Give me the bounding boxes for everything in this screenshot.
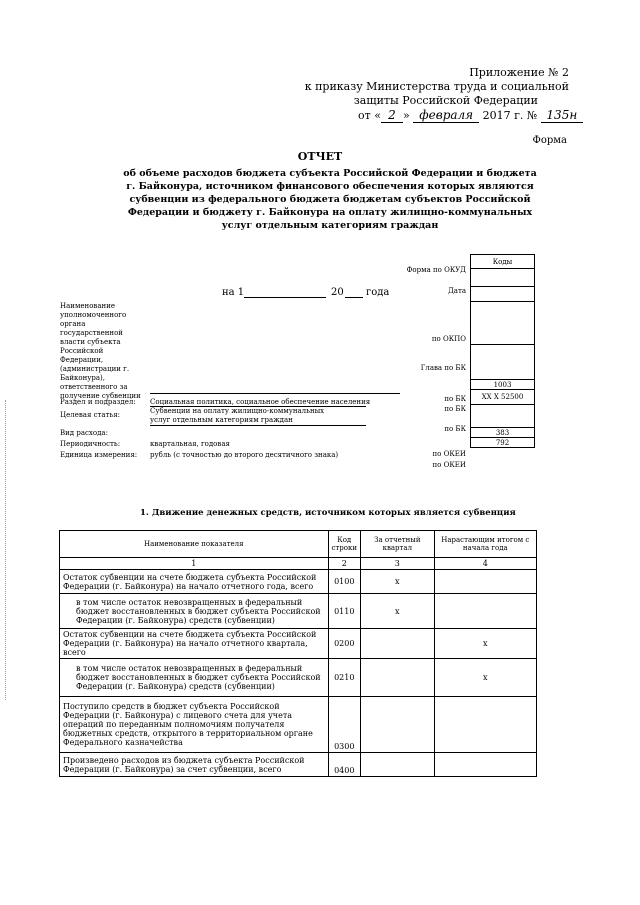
codes-table [470,254,535,448]
section-label: Раздел и подраздел: [60,398,136,406]
okei1-label: по ОКЕИ [432,450,466,458]
movement-table [59,530,537,777]
table-row [60,629,537,659]
row-quarter: x [361,570,435,594]
header-quarter: За отчетный квартал [361,531,435,558]
okei2-cell: 792 [471,438,535,448]
unit-label: Единица измерения: [60,451,138,459]
unit-value: рубль (с точностью до второго десятичного знака) [150,451,339,459]
date-day: 2 [381,108,403,123]
period-year-word: года [366,287,390,298]
section1-title: 1. Движение денежных средств, источником которых является субвенция [140,508,516,518]
row-ytd [434,570,536,594]
target-label: Целевая статья: [60,411,121,419]
header-code: Код строки [328,531,361,558]
row-ytd: x [434,629,536,659]
date-cell [471,287,535,302]
period-yy: 20 [331,287,344,298]
bk2-label: по БК [444,405,466,413]
date-prefix: от « [358,109,381,122]
colnum-3: 3 [361,558,435,570]
expense-type-label: Вид расхода: [60,429,108,437]
okei2-label: по ОКЕИ [432,461,466,469]
row-code: 0110 [328,594,361,629]
row-name: в том числе остаток невозвращенных в федеральный бюджет восстановленных в бюджет субъекта Российской Федерации (г. Байконура) средств (субвенции) [60,659,329,697]
row-name: Остаток субвенции на счете бюджета субъекта Российской Федерации (г. Байконура) на начало отчетного квартала, всего [60,629,329,659]
glava-label: Глава по БК [420,364,466,372]
section-value: Социальная политика, социальное обеспечение населения [150,398,371,406]
periodicity-value: квартальная, годовая [150,440,230,448]
row-ytd [434,594,536,629]
bk2-cell: ХХ Х 52500 [471,390,535,405]
row-code: 0100 [328,570,361,594]
okud-label: Форма по ОКУД [406,266,466,274]
colnum-2: 2 [328,558,361,570]
report-title: ОТЧЕТ [297,150,343,163]
row-name: Произведено расходов из бюджета субъекта Российской Федерации (г. Байконура) за счет субвенции, всего [60,753,329,777]
period-year-line [345,297,363,298]
header-ytd: Нарастающим итогом с начала года [434,531,536,558]
date-year: 2017 г. № [482,109,538,122]
row-ytd [434,697,536,753]
appendix-line-2: к приказу Министерства труда и социальной [304,80,569,93]
row-code: 0400 [328,753,361,777]
row-quarter [361,697,435,753]
form-label: Форма [532,135,567,146]
scan-edge [5,400,6,700]
row-code: 0300 [328,697,361,753]
colnum-1: 1 [60,558,329,570]
bk3-label: по БК [444,425,466,433]
row-code: 0200 [328,629,361,659]
row-name: в том числе остаток невозвращенных в федеральный бюджет восстановленных в бюджет субъекта Российской Федерации (г. Байконура) средств (субвенции) [60,594,329,629]
appendix-date [358,108,583,123]
row-quarter [361,629,435,659]
target-line [150,425,366,426]
row-code: 0210 [328,659,361,697]
glava-cell [471,345,535,380]
bk3-cell [471,405,535,428]
table-row [60,570,537,594]
periodicity-label: Периодичность: [60,440,121,448]
order-number: 135н [541,108,583,123]
okpo-cell [471,302,535,345]
date-mid: » [402,109,410,122]
row-ytd: x [434,659,536,697]
bk1-cell: 1003 [471,380,535,390]
appendix-line-1: Приложение № 2 [469,66,569,79]
row-quarter [361,659,435,697]
period-on: на 1 [222,287,245,298]
row-ytd [434,753,536,777]
colnum-4: 4 [434,558,536,570]
target-value: Субвенции на оплату жилищно-коммунальных услуг отдельным категориям граждан [150,407,325,424]
row-name: Остаток субвенции на счете бюджета субъекта Российской Федерации (г. Байконура) на начало отчетного года, всего [60,570,329,594]
appendix-line-3: защиты Российской Федерации [353,94,538,107]
table-row [60,697,537,753]
period-day-line [244,297,326,298]
table-row [60,753,537,777]
date-month: февраля [413,108,479,123]
okud-cell [471,269,535,287]
table-row [60,659,537,697]
row-quarter [361,753,435,777]
report-subtitle: об объеме расходов бюджета субъекта Российской Федерации и бюджета г. Байконура, источником финансового обеспечения которых являются субвенции из федерального бюджета бюджетам субъектов Российской Федерации и бюджету г. Байконура на оплату жилищно-коммунальных услуг отдельным категориям граждан [123,168,537,231]
okei1-cell: 383 [471,428,535,438]
bk1-label: по БК [444,395,466,403]
row-name: Поступило средств в бюджет субъекта Российской Федерации (г. Байконура) с лицевого счета для учета операций по переданным полномочиям получателя бюджетных средств, открытого в территориальном органе Федерального казначейства [60,697,329,753]
org-label: Наименование уполномоченного органа государственной власти субъекта Российской Федерации, (администрации г. Байконура), ответственного за получение субвенции [60,302,141,400]
date-label: Дата [448,287,466,295]
org-line [150,393,400,394]
okpo-label: по ОКПО [431,335,466,343]
header-name: Наименование показателя [60,531,329,558]
codes-header: Коды [471,255,535,269]
table-row [60,594,537,629]
row-quarter: x [361,594,435,629]
